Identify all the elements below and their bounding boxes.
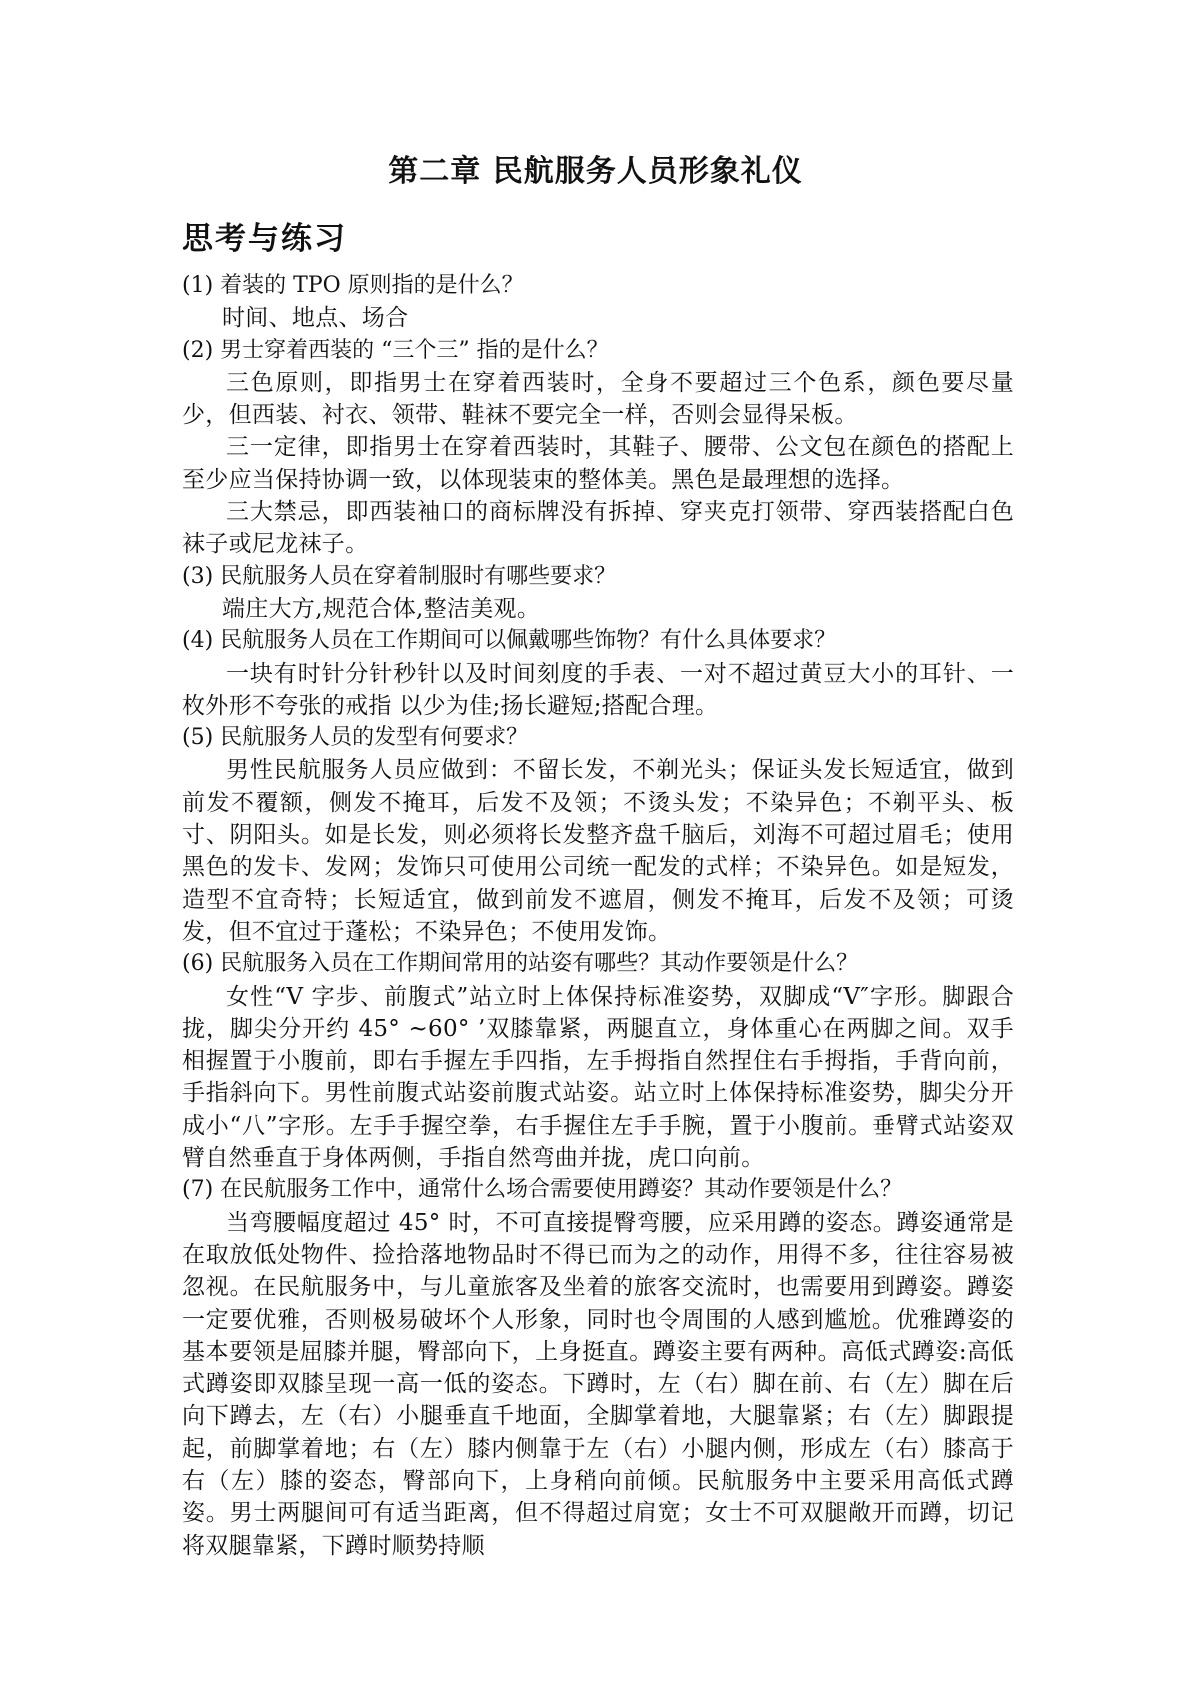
section-heading: 思考与练习 — [182, 221, 347, 257]
answer-4: 一块有时针分针秒针以及时间刻度的手表、一对不超过黄豆大小的耳针、一枚外形不夸张的戒指 以少为佳;扬长避短;搭配合理。 — [182, 660, 1014, 719]
question-1: (1) 着装的 TPO 原则指的是什么？ — [182, 273, 524, 298]
question-7: (7) 在民航服务工作中，通常什么场合需要使用蹲姿？其动作要领是什么？ — [182, 1177, 903, 1203]
answer-1: 时间、地点、场合 — [222, 305, 409, 332]
answer-3: 端庄大方,规范合体,整洁美观。 — [222, 595, 541, 622]
answer-2-3: 三大禁忌，即西装袖口的商标牌没有拆掉、穿夹克打领带、穿西装搭配白色袜子或尼龙袜子。 — [182, 499, 1014, 558]
document-body — [182, 270, 1014, 1562]
chapter-title: 第二章 民航服务人员形象礼仪 — [388, 154, 803, 189]
answer-6: 女性“V 字步、前腹式”站立时上体保持标准姿势，双脚成“V″字形。脚跟合拢，脚尖分开约 45° ~60° ’双膝靠紧，两腿直立，身体重心在两脚之间。双手相握置于小腹前，即右手握左手四指，左手拇指自然捏住右手拇指，手背向前，手指斜向下。男性前腹式站姿前腹式站姿。站立时上体保持标准姿势，脚尖分开成小“八”字形。左手手握空拳，右手握住左手手腕，置于小腹前。垂臂式站姿双臂自然垂直于身体两侧，手指自然弯曲并拢，虎口向前。 — [182, 983, 1014, 1172]
question-2: (2) 男士穿着西装的 “三个三” 指的是什么？ — [182, 337, 609, 363]
question-4: (4) 民航服务人员在工作期间可以佩戴哪些饰物？有什么具体要求？ — [182, 628, 837, 654]
question-5: (5) 民航服务人员的发型有何要求？ — [182, 725, 529, 751]
question-3: (3) 民航服务人员在穿着制服时有哪些要求？ — [182, 563, 617, 589]
answer-7: 当弯腰幅度超过 45° 时，不可直接提臀弯腰，应采用蹲的姿态。蹲姿通常是在取放低处物件、捡拾落地物品时不得已而为之的动作，用得不多，往往容易被忽视。在民航服务中，与儿童旅客及坐着的旅客交流时，也需要用到蹲姿。蹲姿一定要优雅，否则极易破坏个人形象，同时也令周围的人感到尴尬。优雅蹲姿的基本要领是屈膝并腿，臀部向下，上身挺直。蹲姿主要有两种。高低式蹲姿:高低式蹲姿即双膝呈现一高一低的姿态。下蹲时，左（右）脚在前、右（左）脚在后向下蹲去，左（右）小腿垂直千地面，全脚掌着地，大腿靠紧；右（左）脚跟提起，前脚掌着地；右（左）膝内侧靠于左（右）小腿内侧，形成左（右）膝高于右（左）膝的姿态，臀部向下，上身稍向前倾。民航服务中主要采用高低式蹲姿。男士两腿间可有适当距离，但不得超过肩宽；女士不可双腿敞开而蹲，切记将双腿靠紧，下蹲时顺势持顺 — [182, 1209, 1014, 1559]
answer-5: 男性民航服务人员应做到：不留长发，不剃光头；保证头发长短适宜，做到前发不覆额，侧发不掩耳，后发不及领；不烫头发；不染异色；不剃平头、板寸、阴阳头。如是长发，则必须将长发整齐盘千脑后，刘海不可超过眉毛；使用黑色的发卡、发网；发饰只可使用公司统一配发的式样；不染异色。如是短发，造型不宜奇特；长短适宜，做到前发不遮眉，侧发不掩耳，后发不及领；可烫发，但不宜过于蓬松；不染异色；不使用发饰。 — [182, 757, 1014, 945]
answer-2-1: 三色原则，即指男士在穿着西装时，全身不要超过三个色系，颜色要尽量少，但西装、衬衣、领带、鞋袜不要完全一样，否则会显得呆板。 — [182, 369, 1014, 429]
question-6: (6) 民航服务入员在工作期间常用的站姿有哪些？其动作要领是什么？ — [182, 951, 859, 977]
answer-2-2: 三一定律，即指男士在穿着西装时，其鞋子、腰带、公文包在颜色的搭配上至少应当保持协调一致，以体现装束的整体美。黑色是最理想的选择。 — [182, 434, 1014, 493]
